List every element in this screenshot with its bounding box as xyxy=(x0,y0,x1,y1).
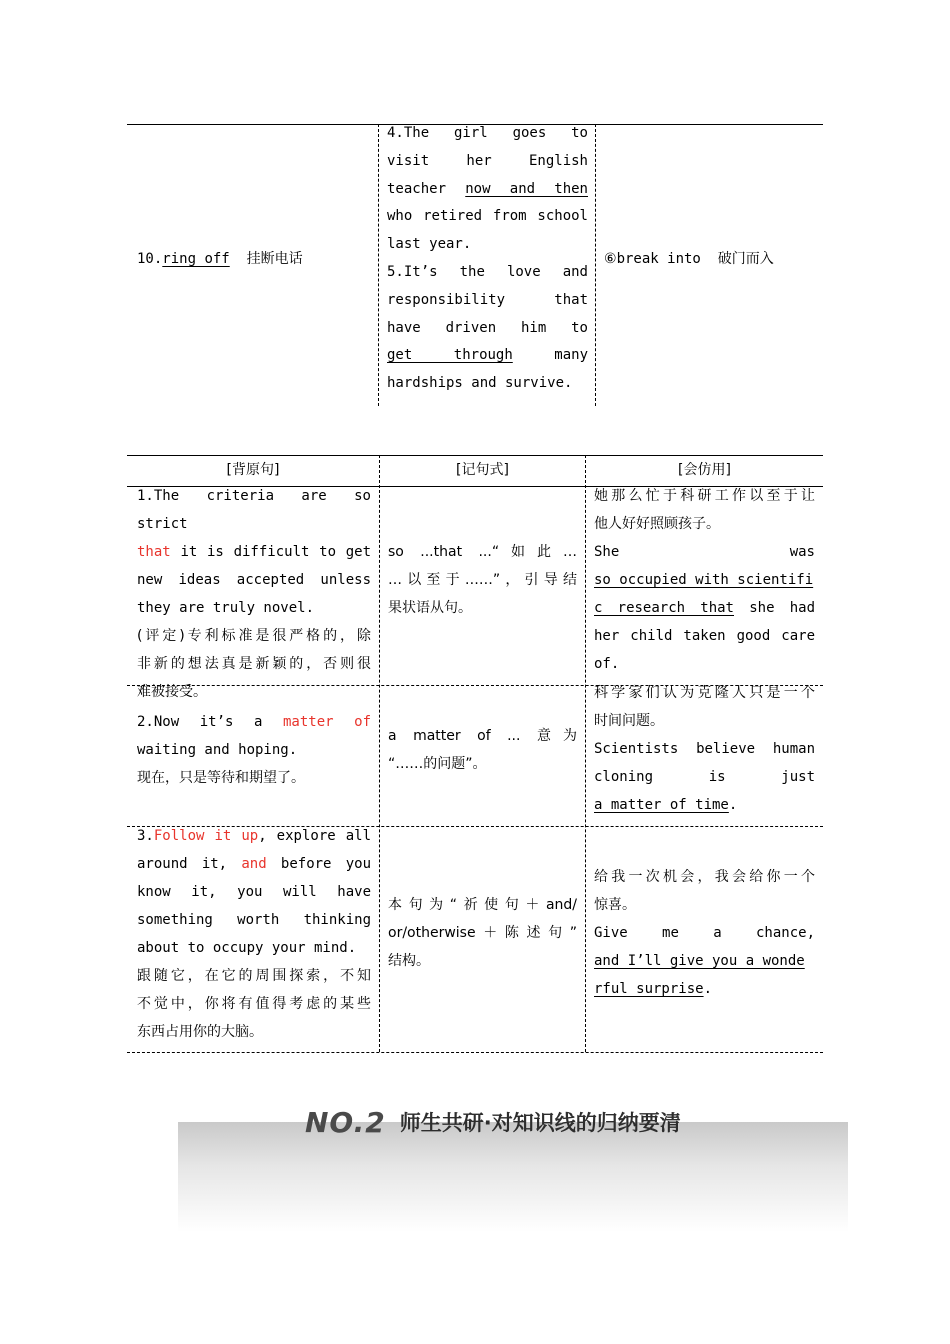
row2-original-sentence: 2.Now it’s a matter of waiting and hoping. 现在，只是等待和期望了。 xyxy=(137,714,371,786)
header-memorize-original: [背原句] xyxy=(226,462,280,478)
example-line: get through many xyxy=(387,347,588,364)
example-line: responsibility that xyxy=(387,291,588,308)
phrase-break-into: break into xyxy=(616,251,701,267)
example-line: last year. xyxy=(387,236,472,253)
header-sentence-pattern: [记句式] xyxy=(456,462,509,478)
row1-original-sentence: 1.The criteria are so strict that it is difficult to get new ideas accepted unless they are truly novel. (评定)专利标准是很严格的，除 非新的想法真是新颖的，否则很 难被接受。 xyxy=(137,488,371,700)
row3-pattern-note: 本句为“祈使句＋and/ or/otherwise＋陈述句” 结构。 xyxy=(388,897,577,969)
row1-pattern-note: so ...that ...“如此… …以至于……”，引导结 果状语从句。 xyxy=(388,544,577,616)
header-imitate: [会仿用] xyxy=(678,462,731,478)
example-line: 5.It’s the love and xyxy=(387,263,588,280)
highlight-that: that xyxy=(137,544,171,560)
phrase-meaning: 破门而入 xyxy=(717,251,774,267)
table2-bottom-border xyxy=(127,1052,823,1053)
phrase-ring-off: ring off xyxy=(162,251,230,267)
phrase-meaning: 挂断电话 xyxy=(246,251,303,267)
highlight-and: and xyxy=(241,856,267,872)
answer-surprise: rful surprise xyxy=(594,981,704,997)
answer-so-occupied: so occupied with scientifi xyxy=(594,572,814,588)
answer-research-that: c research that xyxy=(594,600,734,616)
example-line: hardships and survive. xyxy=(387,375,573,392)
highlight-matter: matter xyxy=(283,714,334,730)
row3-original-sentence: 3.Follow it up, explore all around it, and before you know it, you will have something worth thinking about to occupy your mind. 跟随它，在它的周围探索，不知 不觉中，你将有值得考虑的某些 东西占用你的大脑。 xyxy=(137,828,372,1040)
table2-divider-left xyxy=(379,455,380,1052)
section-heading: 师生共研·对知识线的归纳要清 xyxy=(399,1111,681,1135)
example-line: teacher now and then xyxy=(387,180,588,197)
example-line: who retired from school xyxy=(387,208,588,225)
phrase-now-and-then: now and then xyxy=(465,180,588,197)
phrase-get-through: get through xyxy=(387,347,513,364)
example-line: have driven him to xyxy=(387,319,588,336)
highlight-of: of xyxy=(354,714,371,730)
highlight-follow-it-up: Follow it up xyxy=(153,828,259,844)
table1-divider-right xyxy=(595,124,596,406)
table1-cell-break-into xyxy=(604,245,774,273)
item-number: 10. xyxy=(137,251,163,267)
circled-number: ⑥ xyxy=(604,251,617,267)
table2-divider-right xyxy=(585,455,586,1052)
answer-matter-of-time: a matter of time xyxy=(594,797,729,813)
example-line: 4.The girl goes to xyxy=(387,125,588,141)
section-title xyxy=(305,1102,681,1142)
row2-pattern-note: a matter of ... 意为 “……的问题”。 xyxy=(388,728,577,772)
row1-imitation: 她那么忙于科研工作以至于让 他人好好照顾孩子。 She was so occupied with scientifi c research that she had her child taken good care of. xyxy=(594,488,815,672)
section-number: NO.2 xyxy=(305,1105,386,1139)
table1-cell-phrase-10 xyxy=(137,245,303,273)
answer-give-you-surprise: and I’ll give you a wonde xyxy=(594,953,805,969)
row3-imitation: 给我一次机会，我会给你一个 惊喜。 Give me a chance, and I’ll give you a wonde rful surprise. xyxy=(594,869,816,997)
example-line: visit her English xyxy=(387,152,588,169)
table1-cell-examples xyxy=(387,120,588,398)
row2-imitation: 科学家们认为克隆人只是一个 时间问题。 Scientists believe human cloning is just a matter of time. xyxy=(594,685,815,813)
table1-divider-left xyxy=(378,124,379,406)
